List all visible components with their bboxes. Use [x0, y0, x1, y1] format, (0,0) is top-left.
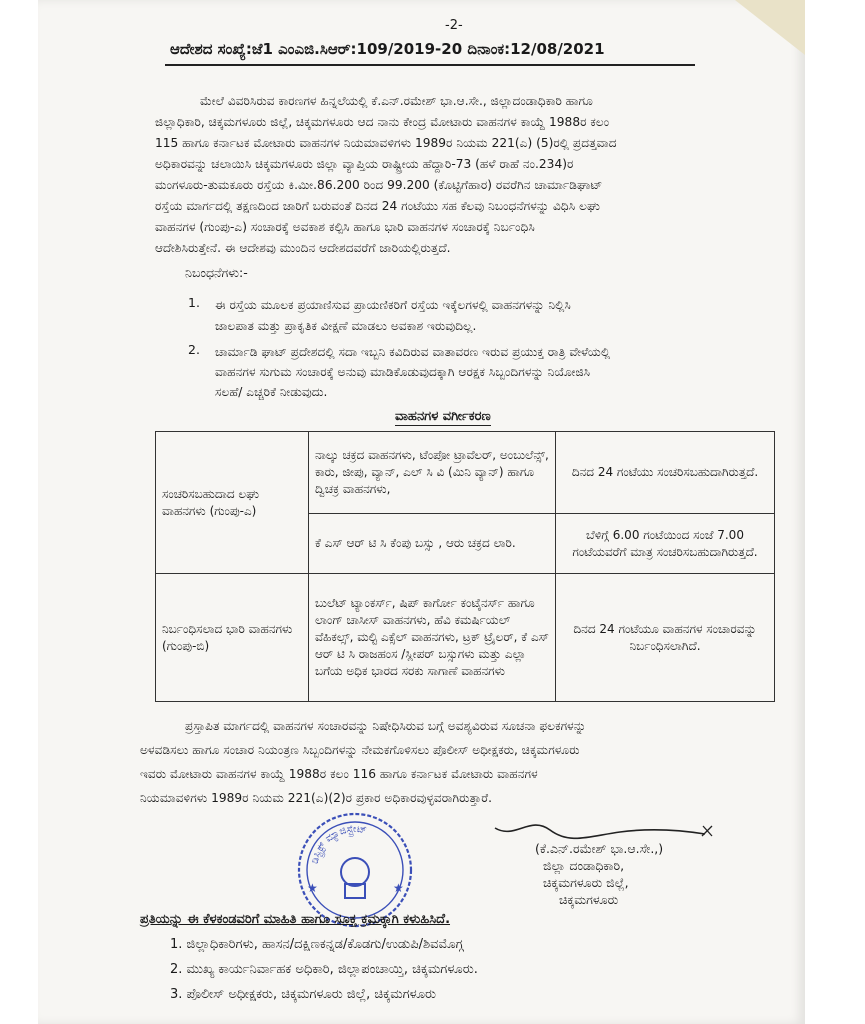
copy-recipient: 2. ಮುಖ್ಯ ಕಾರ್ಯನಿರ್ವಾಹಕ ಅಧಿಕಾರಿ, ಜಿಲ್ಲಾಪಂಚಾಯ್ತಿ, ಚಿಕ್ಕಮಗಳೂರು. — [170, 962, 478, 977]
group-b-label: ನಿರ್ಬಂಧಿಸಲಾದ ಭಾರಿ ವಾಹನಗಳು (ಗುಂಪು-ಬಿ) — [156, 574, 309, 702]
order-line-underline — [165, 64, 695, 66]
intro-line: ಅಧಿಕಾರವನ್ನು ಚಲಾಯಿಸಿ ಚಿಕ್ಕಮಗಳೂರು ಜಿಲ್ಲಾ ವ್ಯಾಪ್ತಿಯ ರಾಷ್ಟ್ರೀಯ ಹೆದ್ದಾರಿ-73 (ಹಳೆ ರಾಹೆ ನಂ.234)ರ — [155, 157, 574, 171]
group-a-vehicles-1: ನಾಲ್ಕು ಚಕ್ರದ ವಾಹನಗಳು, ಟೆಂಪೋ ಟ್ರಾವೆಲರ್, ಅಂಬುಲೆನ್ಸ್, ಕಾರು, ಜೀಪು, ವ್ಯಾನ್, ಎಲ್ ಸಿ ವಿ (ಮಿನಿ ವ್ಯಾನ್) ಹಾಗೂ ದ್ವಿಚಕ್ರ ವಾಹನಗಳು, — [309, 432, 556, 514]
copy-recipient: 3. ಪೊಲೀಸ್ ಅಧೀಕ್ಷಕರು, ಚಿಕ್ಕಮಗಳೂರು ಜಿಲ್ಲೆ, ಚಿಕ್ಕಮಗಳೂರು — [170, 987, 436, 1002]
paper-corner — [735, 0, 805, 55]
svg-text:★: ★ — [393, 881, 404, 895]
condition-line: ಚಾರ್ಮಾಡಿ ಘಾಟ್ ಪ್ರದೇಶದಲ್ಲಿ ಸದಾ ಇಬ್ಬನಿ ಕವಿದಿರುವ ವಾತಾವರಣ ಇರುವ ಪ್ರಯುಕ್ತ ರಾತ್ರಿ ವೇಳೆಯಲ್ಲಿ — [215, 345, 611, 359]
intro-line: ವಾಹನಗಳ (ಗುಂಪು-ಎ) ಸಂಚಾರಕ್ಕೆ ಅವಕಾಶ ಕಲ್ಪಿಸಿ ಹಾಗೂ ಭಾರಿ ವಾಹನಗಳ ಸಂಚಾರಕ್ಕೆ ನಿರ್ಬಂಧಿಸಿ — [155, 220, 535, 234]
viewer-left-margin — [0, 0, 38, 1024]
intro-line: ಆದೇಶಿಸಿರುತ್ತೇನೆ. ಈ ಆದೇಶವು ಮುಂದಿನ ಆದೇಶದವರೆಗೆ ಜಾರಿಯಲ್ಲಿರುತ್ತದೆ. — [155, 241, 451, 255]
copy-recipient: 1. ಜಿಲ್ಲಾಧಿಕಾರಿಗಳು, ಹಾಸನ/ದಕ್ಷಿಣಕನ್ನಡ/ಕೊಡಗು/ಉಡುಪಿ/ಶಿವಮೊಗ್ಗ — [170, 937, 464, 952]
page-number: -2- — [445, 18, 463, 33]
conditions-heading: ನಿಬಂಧನೆಗಳು:- — [185, 265, 248, 280]
viewer-right-margin — [805, 0, 865, 1024]
table-row — [156, 432, 775, 514]
closing-line: ಪ್ರಸ್ತಾಪಿತ ಮಾರ್ಗದಲ್ಲಿ ವಾಹನಗಳ ಸಂಚಾರವನ್ನು ನಿಷೇಧಿಸಿರುವ ಬಗ್ಗೆ ಅವಶ್ಯವಿರುವ ಸೂಚನಾ ಫಲಕಗಳನ್ನು — [185, 719, 587, 733]
order-number-line: ಆದೇಶದ ಸಂಖ್ಯೆ:ಜೆ1 ಎಂಎಜಿ.ಸಿಆರ್:109/2019-20 ದಿನಾಂಕ:12/08/2021 — [170, 40, 605, 58]
closing-line: ಅಳವಡಿಸಲು ಹಾಗೂ ಸಂಚಾರ ನಿಯಂತ್ರಣ ಸಿಬ್ಬಂದಿಗಳನ್ನು ನೇಮಕಗೊಳಿಸಲು ಪೊಲೀಸ್ ಅಧೀಕ್ಷಕರು, ಚಿಕ್ಕಮಗಳೂರು — [140, 743, 580, 757]
group-b-rule: ದಿನದ 24 ಗಂಟೆಯೂ ವಾಹನಗಳ ಸಂಚಾರವನ್ನು ನಿರ್ಬಂಧಿಸಲಾಗಿದೆ. — [556, 574, 775, 702]
closing-line: ಇವರು ಮೋಟಾರು ವಾಹನಗಳ ಕಾಯ್ದೆ 1988ರ ಕಲಂ 116 ಹಾಗೂ ಕರ್ನಾಟಕ ಮೋಟಾರು ವಾಹನಗಳ — [140, 767, 538, 781]
classification-title: ವಾಹನಗಳ ವರ್ಗೀಕರಣ — [395, 409, 491, 424]
condition-line: ಸಲಹೆ/ ಎಚ್ಚರಿಕೆ ನೀಡುವುದು. — [215, 385, 328, 399]
closing-line: ನಿಯಮಾವಳಿಗಳು 1989ರ ನಿಯಮ 221(ಎ)(2)ರ ಪ್ರಕಾರ ಅಧಿಕಾರವುಳ್ಳವರಾಗಿರುತ್ತಾರೆ. — [140, 791, 493, 805]
condition-number: 1. — [188, 295, 200, 310]
condition-number: 2. — [188, 342, 200, 357]
signatory-district: ಚಿಕ್ಕಮಗಳೂರು ಜಿಲ್ಲೆ, — [543, 875, 629, 890]
condition-line: ವಾಹನಗಳ ಸುಗುಮ ಸಂಚಾರಕ್ಕೆ ಅನುವು ಮಾಡಿಕೊಡುವುದಕ್ಕಾಗಿ ಆರಕ್ಷಕ ಸಿಬ್ಬಂದಿಗಳನ್ನು ನಿಯೋಜಿಸಿ — [215, 365, 591, 379]
table-row — [156, 574, 775, 702]
condition-line: ಜಾಲಪಾತ ಮತ್ತು ಪ್ರಾಕೃತಿಕ ವೀಕ್ಷಣೆ ಮಾಡಲು ಅವಕಾಶ ಇರುವುದಿಲ್ಲ. — [215, 319, 477, 333]
svg-text:★: ★ — [307, 881, 318, 895]
group-a-vehicles-2: ಕೆ ಎಸ್ ಆರ್ ಟಿ ಸಿ ಕೆಂಪು ಬಸ್ಸು , ಆರು ಚಕ್ರದ ಲಾರಿ. — [309, 514, 556, 574]
signatory-designation: ಜಿಲ್ಲಾ ದಂಡಾಧಿಕಾರಿ, — [543, 858, 625, 873]
group-b-vehicles: ಬುಲೆಟ್ ಟ್ಯಾಂಕರ್ಸ್, ಷಿಪ್ ಕಾರ್ಗೋ ಕಂಟೈನರ್ಸ್ ಹಾಗೂ ಲಾಂಗ್ ಚಾಸೀಸ್ ವಾಹನಗಳು, ಹೆವಿ ಕಮರ್ಷಿಯಲ್ ವೆಹಿಕಲ್ಸ್, ಮಲ್ಟಿ ಎಕ್ಸೆಲ್ ವಾಹನಗಳು, ಟ್ರಕ್ ಟ್ರೈಲರ್, ಕೆ ಎಸ್ ಆರ್ ಟಿ ಸಿ ರಾಜಹಂಸ /ಸ್ಲೀಪರ್ ಬಸ್ಸುಗಳು ಮತ್ತು ಎಲ್ಲಾ ಬಗೆಯ ಅಧಿಕ ಭಾರದ ಸರಕು ಸಾಗಾಣೆ ವಾಹನಗಳು — [309, 574, 556, 702]
condition-line: ಈ ರಸ್ತೆಯ ಮೂಲಕ ಪ್ರಯಾಣಿಸುವ ಪ್ರಾಯಣಿಕರಿಗೆ ರಸ್ತೆಯ ಇಕ್ಕೆಲಗಳಲ್ಲಿ ವಾಹನಗಳನ್ನು ನಿಲ್ಲಿಸಿ — [215, 298, 571, 312]
signatory-name: (ಕೆ.ಎನ್.ರಮೇಶ್ ಭಾ.ಆ.ಸೇ.,) — [535, 841, 664, 856]
vehicle-classification-table — [155, 431, 775, 702]
group-a-rule-1: ದಿನದ 24 ಗಂಟೆಯು ಸಂಚರಿಸಬಹುದಾಗಿರುತ್ತದೆ. — [556, 432, 775, 514]
intro-line: ಮಂಗಳೂರು-ತುಮಕೂರು ರಸ್ತೆಯ ಕಿ.ಮೀ.86.200 ರಿಂದ 99.200 (ಕೊಟ್ಟಿಗೆಹಾರ) ರವರೆಗಿನ ಚಾರ್ಮಾಡಿಘಾಟ್ — [155, 178, 603, 192]
signature-block — [535, 840, 663, 908]
signatory-place: ಚಿಕ್ಕಮಗಳೂರು — [559, 892, 619, 907]
group-a-label: ಸಂಚರಿಸಬಹುದಾದ ಲಘು ವಾಹನಗಳು (ಗುಂಪು-ಎ) — [156, 432, 309, 574]
intro-line: ಮೇಲೆ ವಿವರಿಸಿರುವ ಕಾರಣಗಳ ಹಿನ್ನಲೆಯಲ್ಲಿ ಕೆ.ಎನ್.ರಮೇಶ್ ಭಾ.ಆ.ಸೇ., ಜಿಲ್ಲಾದಂಡಾಧಿಕಾರಿ ಹಾಗೂ — [200, 94, 593, 108]
intro-line: 115 ಹಾಗೂ ಕರ್ನಾಟಕ ಮೋಟಾರು ವಾಹನಗಳ ನಿಯಮಾವಳಿಗಳು 1989ರ ನಿಯಮ 221(ಎ) (5)ರಲ್ಲಿ ಪ್ರದತ್ತವಾದ — [155, 136, 617, 150]
copies-heading: ಪ್ರತಿಯನ್ನು ಈ ಕೆಳಕಂಡವರಿಗೆ ಮಾಹಿತಿ ಹಾಗೂ ಸೂಕ್ತ ಕ್ರಮಕ್ಕಾಗಿ ಕಳುಹಿಸಿದೆ. — [140, 912, 451, 927]
svg-text:ಡಿಸ್ಟ್ರಿಕ್ಟ್ ಮ್ಯಾಜಿಸ್ಟ್ರೇಟ್: ಡಿಸ್ಟ್ರಿಕ್ಟ್ ಮ್ಯಾಜಿಸ್ಟ್ರೇಟ್ — [309, 823, 368, 865]
intro-line: ರಸ್ತೆಯ ಮಾರ್ಗದಲ್ಲಿ ತಕ್ಷಣದಿಂದ ಜಾರಿಗೆ ಬರುವಂತೆ ದಿನದ 24 ಗಂಟೆಯು ಸಹ ಕೆಲವು ನಿಬಂಧನೆಗಳನ್ನು ವಿಧಿಸಿ ಲಘು — [155, 199, 601, 213]
group-a-rule-2: ಬೆಳಿಗ್ಗೆ 6.00 ಗಂಟೆಯಿಂದ ಸಂಜೆ 7.00 ಗಂಟೆಯವರೆಗೆ ಮಾತ್ರ ಸಂಚರಿಸಬಹುದಾಗಿರುತ್ತದೆ. — [556, 514, 775, 574]
intro-line: ಜಿಲ್ಲಾಧಿಕಾರಿ, ಚಿಕ್ಕಮಗಳೂರು ಜಿಲ್ಲೆ, ಚಿಕ್ಕಮಗಳೂರು ಆದ ನಾನು ಕೇಂದ್ರ ಮೋಟಾರು ವಾಹನಗಳ ಕಾಯ್ದೆ 1988ರ ಕಲಂ — [155, 115, 610, 129]
